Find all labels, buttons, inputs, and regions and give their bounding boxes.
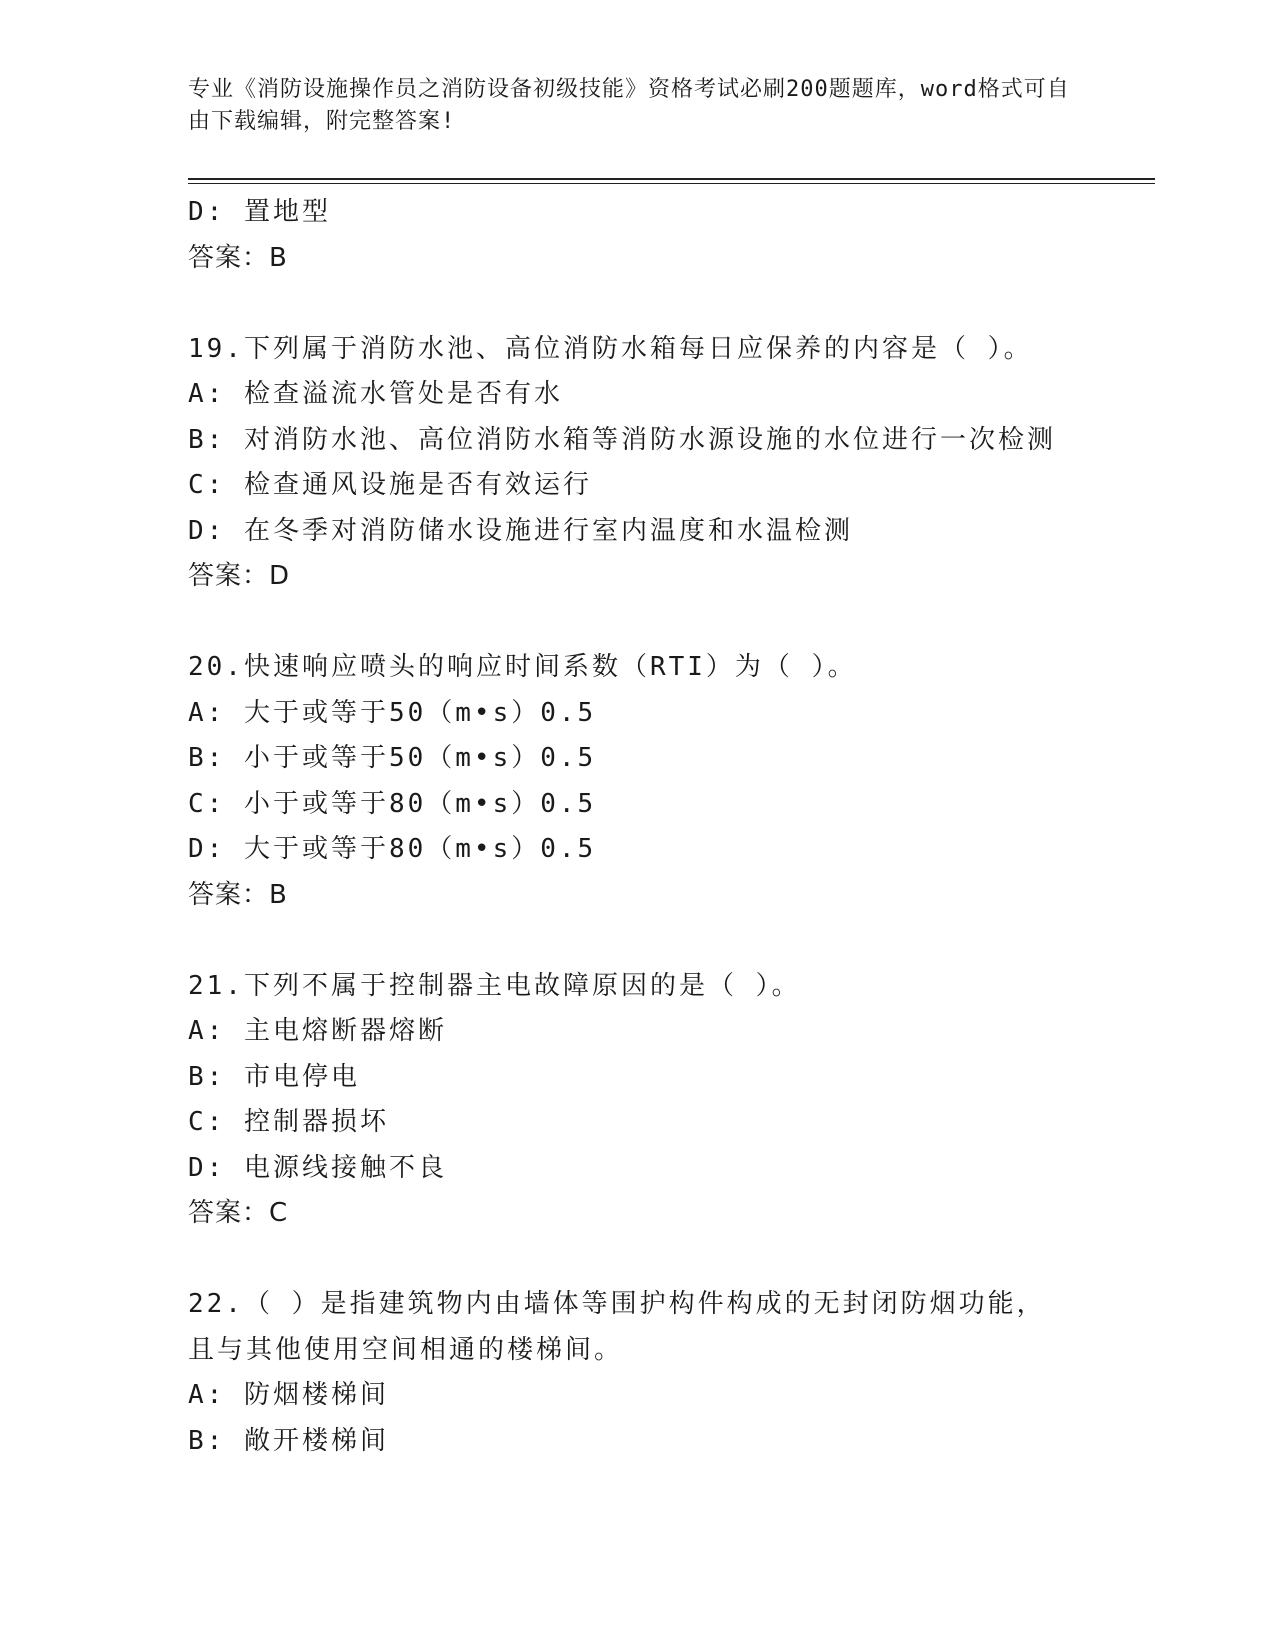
carryover-answer: 答案：B <box>188 242 288 273</box>
question-list <box>188 190 1088 1464</box>
question-19-option-c: C: 检查通风设施是否有效运行 <box>188 470 592 500</box>
carryover-option-d: D: 置地型 <box>188 197 331 227</box>
question-20-option-a: A: 大于或等于50（m•s）0.5 <box>188 697 597 728</box>
header-divider-thin <box>188 183 1155 184</box>
question-20-answer: 答案：B <box>188 879 288 910</box>
question-21-option-d: D: 电源线接触不良 <box>188 1152 447 1183</box>
spacer <box>188 1237 1088 1283</box>
question-21-option-a: A: 主电熔断器熔断 <box>188 1016 447 1046</box>
question-20-option-d: D: 大于或等于80（m•s）0.5 <box>188 834 597 864</box>
question-19-option-a: A: 检查溢流水管处是否有水 <box>188 379 563 409</box>
question-20-option-b: B: 小于或等于50（m•s）0.5 <box>188 743 597 773</box>
question-stem-21: 21.下列不属于控制器主电故障原因的是（ ）。 <box>188 970 801 1001</box>
question-21-answer: 答案：C <box>188 1198 289 1228</box>
spacer <box>188 600 1088 646</box>
question-20-option-c: C: 小于或等于80（m•s）0.5 <box>188 788 597 819</box>
spacer <box>188 281 1088 327</box>
question-21-option-c: C: 控制器损坏 <box>188 1107 389 1137</box>
question-19-option-d: D: 在冬季对消防储水设施进行室内温度和水温检测 <box>188 515 853 546</box>
question-22-option-b: B: 敞开楼梯间 <box>188 1425 389 1456</box>
question-22-option-a: A: 防烟楼梯间 <box>188 1380 389 1410</box>
question-stem-19: 19.下列属于消防水池、高位消防水箱每日应保养的内容是（ ）。 <box>188 333 1033 364</box>
question-19-answer: 答案：D <box>188 561 291 591</box>
document-header: 专业《消防设施操作员之消防设备初级技能》资格考试必刷200题题库，word格式可自由下载编辑，附完整答案! <box>188 77 1070 134</box>
question-stem-22: 22.（ ）是指建筑物内由墙体等围护构件构成的无封闭防烟功能，且与其他使用空间相通的楼梯间。 <box>188 1289 1046 1365</box>
header-divider-thick <box>188 178 1155 180</box>
spacer <box>188 918 1088 964</box>
question-19-option-b: B: 对消防水池、高位消防水箱等消防水源设施的水位进行一次检测 <box>188 424 1056 455</box>
question-stem-20: 20.快速响应喷头的响应时间系数（RTI）为（ ）。 <box>188 652 857 682</box>
question-21-option-b: B: 市电停电 <box>188 1061 360 1092</box>
